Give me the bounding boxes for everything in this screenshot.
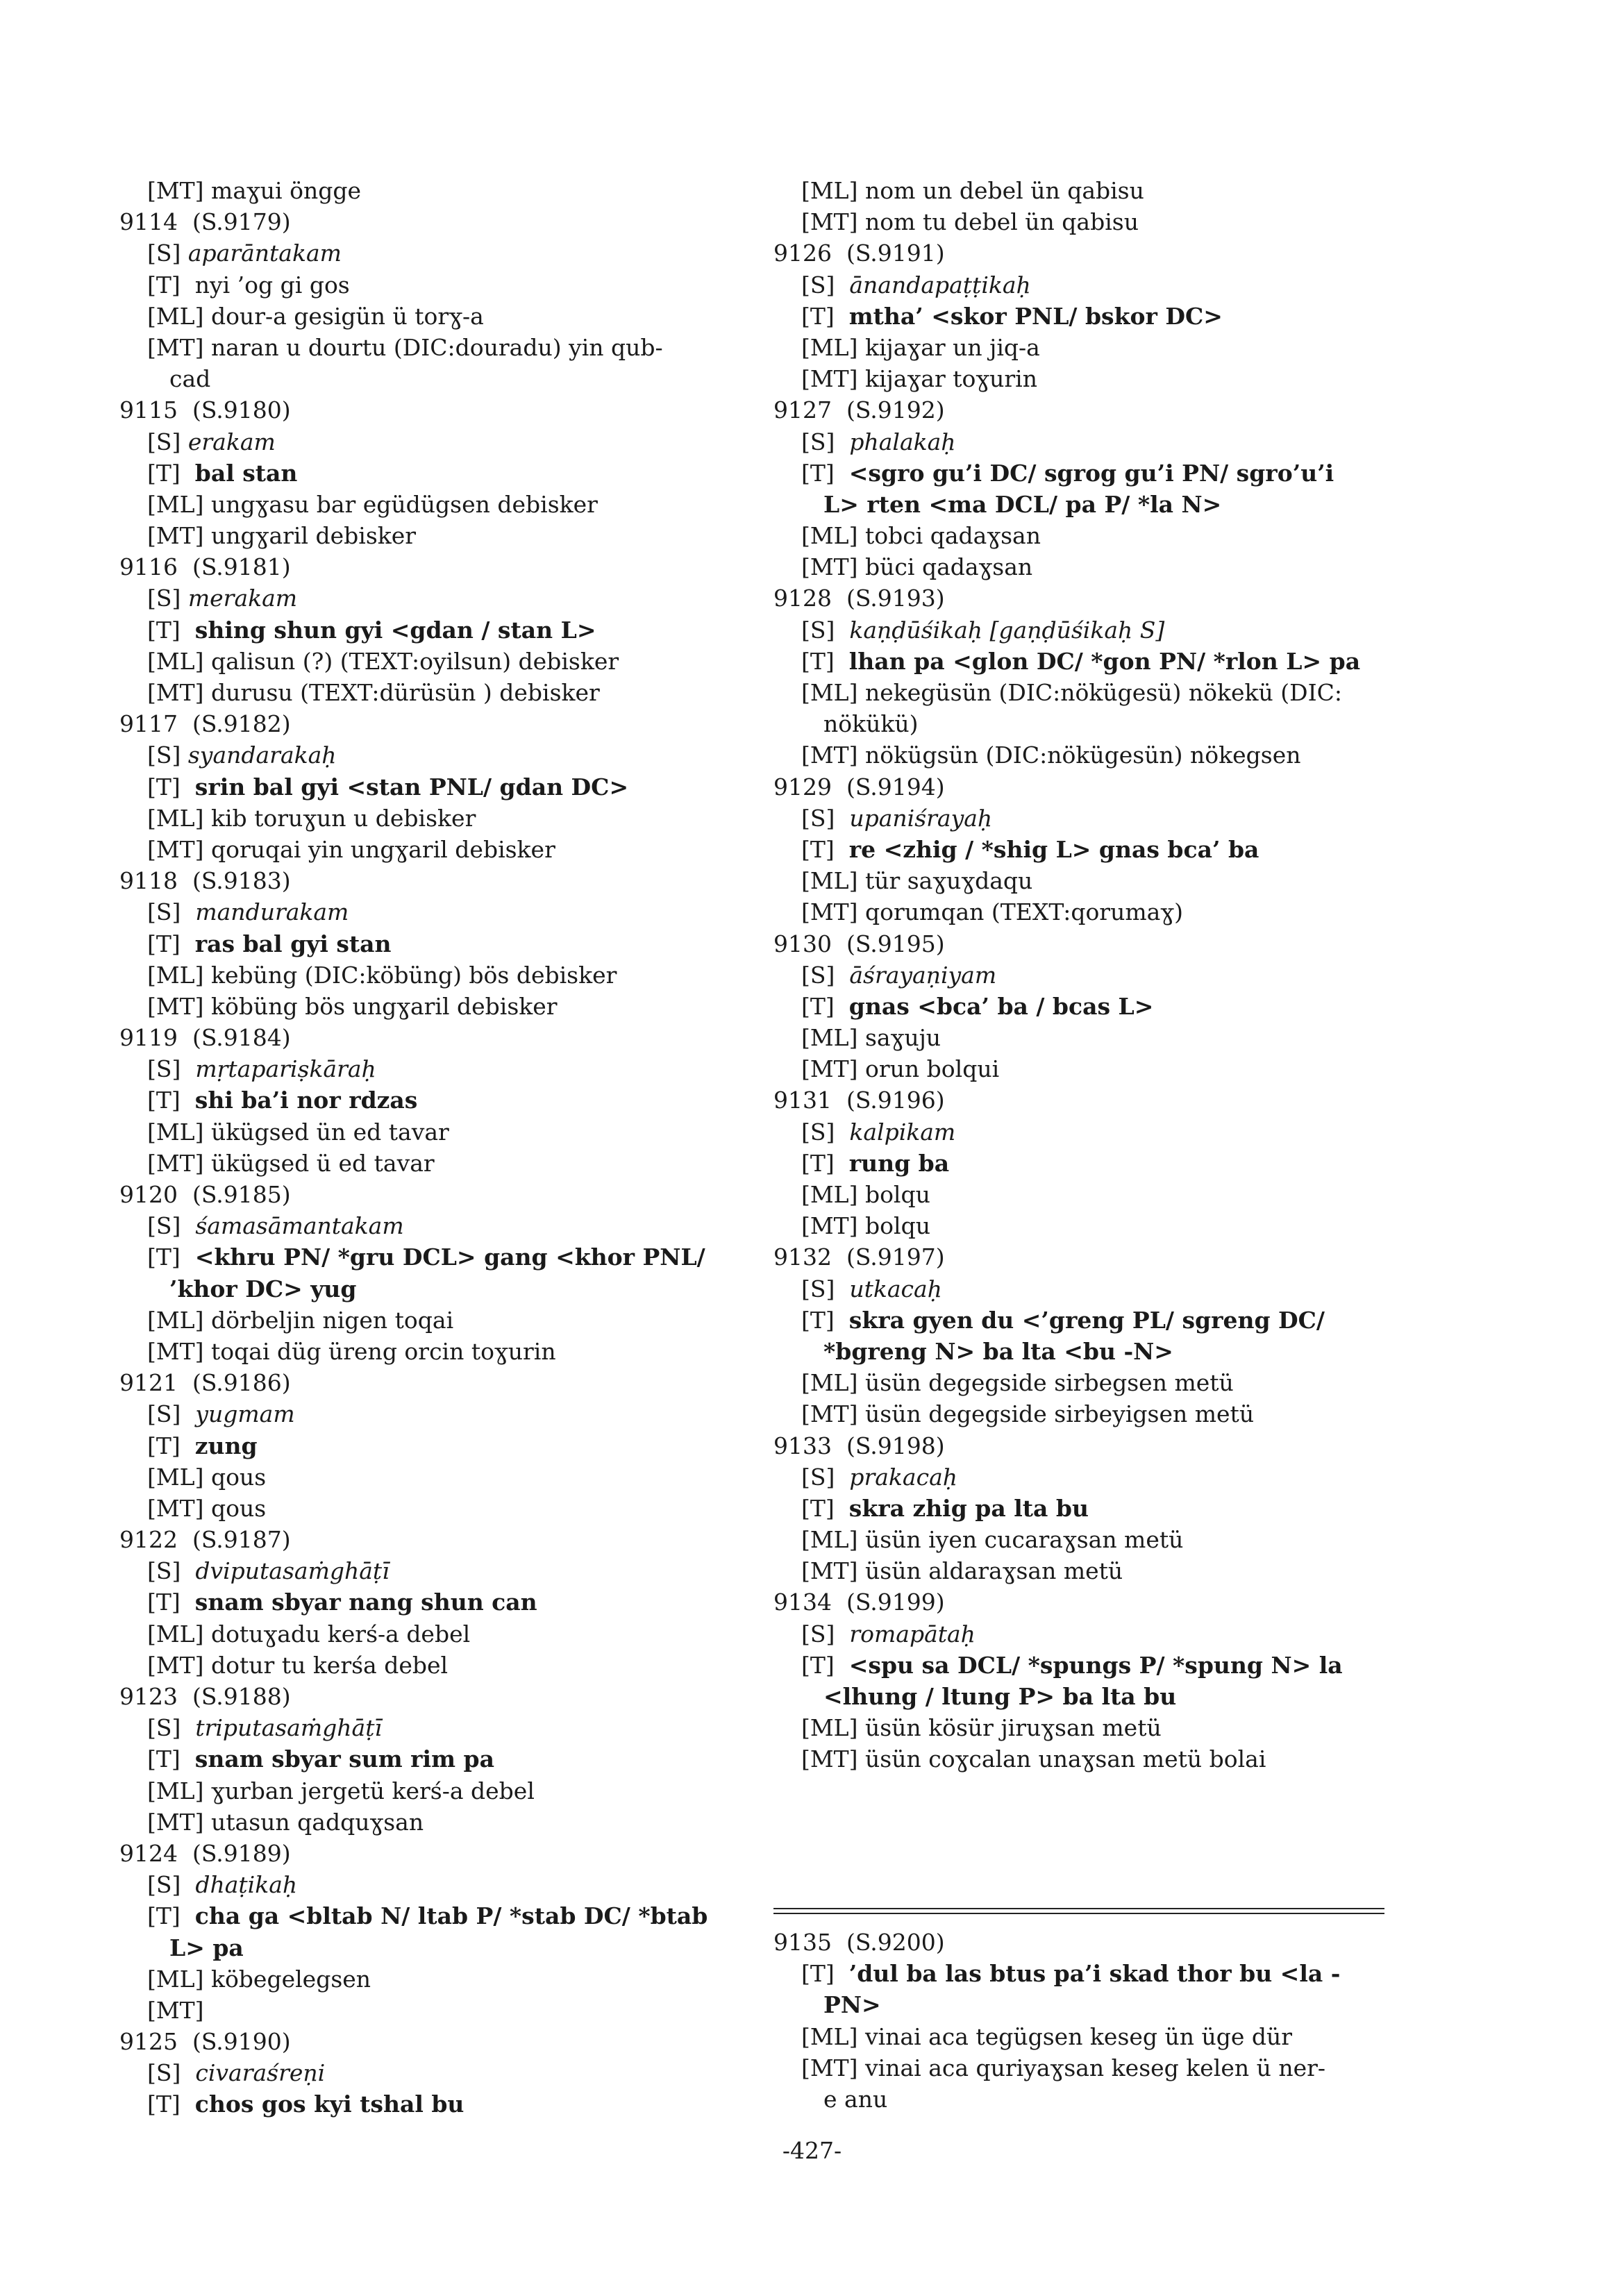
entry-number: 9128 (S.9193) [773, 585, 945, 612]
entry-line: [ML] vinai aca tegügsen keseg ün üge dür [801, 2022, 1293, 2050]
entry-line: [T] ’dul ba las btus pa’i skad thor bu <la - [801, 1960, 1341, 1988]
entry-line: [ML] kib toruɣun u debisker [147, 804, 476, 832]
entry-line: [T] shing shun gyi <gdan / stan L> [147, 616, 596, 644]
entry-continuation: <lhung / ltung P> ba lta bu [823, 1683, 1177, 1710]
entry-number: 9114 (S.9179) [119, 208, 291, 236]
entry-line: [T] mtha’ <skor PNL/ bskor DC> [801, 302, 1223, 330]
page-number: -427- [782, 2137, 842, 2164]
entry-line: [T] <khru PN/ *gru DCL> gang <khor PNL/ [147, 1243, 705, 1271]
entry-line: [MT] nökügsün (DIC:nökügesün) nökegsen [801, 741, 1301, 769]
entry-number: 9119 (S.9184) [119, 1024, 291, 1052]
entry-number: 9134 (S.9199) [773, 1589, 945, 1616]
entry-number: 9132 (S.9197) [773, 1243, 945, 1271]
entry-number: 9115 (S.9180) [119, 396, 291, 424]
entry-line: [MT] kijaɣar toɣurin [801, 365, 1037, 393]
entry-line: [ML] ükügsed ün ed tavar [147, 1118, 449, 1146]
entry-line: [ML] ungɣasu bar egüdügsen debisker [147, 490, 598, 518]
entry-number: 9133 (S.9198) [773, 1432, 945, 1459]
entry-line: [T] skra zhig pa lta bu [801, 1494, 1089, 1522]
entry-number: 9116 (S.9181) [119, 553, 291, 581]
entry-line: [T] gnas <bca’ ba / bcas L> [801, 992, 1154, 1020]
entry-line: [ML] üsün kösür jiruɣsan metü [801, 1714, 1162, 1742]
entry-line: [T] zung [147, 1432, 258, 1459]
entry-line: [ML] saɣuju [801, 1024, 941, 1052]
entry-number: 9118 (S.9183) [119, 867, 291, 895]
entry-line: [MT] köbüng bös ungɣaril debisker [147, 992, 558, 1020]
entry-line: [S] upaniśrayaḥ [801, 804, 993, 832]
entry-line: [MT] dotur tu kerśa debel [147, 1651, 449, 1679]
entry-line: [T] skra gyen du <’greng PL/ sgreng DC/ [801, 1306, 1325, 1334]
left-column [119, 175, 744, 2120]
entry-line: [MT] durusu (TEXT:dürüsün ) debisker [147, 679, 600, 706]
entry-line: [S] ānandapaṭṭikaḥ [801, 271, 1031, 299]
entry-number: 9120 (S.9185) [119, 1181, 291, 1208]
entry-continuation: L> rten <ma DCL/ pa P/ *la N> [823, 490, 1222, 518]
entry-line: [ML] bolqu [801, 1181, 930, 1208]
entry-line: [T] <sgro gu’i DC/ sgrog gu’i PN/ sgro’u’i [801, 459, 1334, 487]
entry-line: [S] phalakaḥ [801, 428, 956, 455]
entry-line: [ML] qous [147, 1463, 267, 1491]
entry-line: [S] civaraśreṇi [147, 2059, 326, 2087]
entry-continuation: L> pa [169, 1934, 244, 1961]
entry-line: [T] ras bal gyi stan [147, 930, 392, 957]
entry-line: [ML] nom un debel ün qabisu [801, 177, 1144, 204]
entry-continuation: ’khor DC> yug [169, 1275, 357, 1302]
entry-line: [MT] ungɣaril debisker [147, 522, 417, 550]
entry-line: [MT] qoruqai yin ungɣaril debisker [147, 835, 555, 863]
entry-line: [T] cha ga <bltab N/ ltab P/ *stab DC/ *btab [147, 1902, 708, 1930]
entry-line: [T] re <zhig / *shig L> gnas bca’ ba [801, 835, 1259, 863]
entry-continuation: *bgreng N> ba lta <bu -N> [823, 1337, 1173, 1365]
entry-line: [MT] utasun qadquɣsan [147, 1808, 424, 1836]
entry-line: [T] srin bal gyi <stan PNL/ gdan DC> [147, 773, 629, 801]
entry-line: [MT] büci qadaɣsan [801, 553, 1033, 581]
entry-line: [MT] naran u dourtu (DIC:douradu) yin qub- [147, 333, 663, 361]
entry-line: [ML] kebüng (DIC:köbüng) bös debisker [147, 961, 617, 989]
entry-number: 9129 (S.9194) [773, 773, 945, 801]
entry-line: [S] mandurakam [147, 898, 349, 926]
entry-number: 9126 (S.9191) [773, 240, 945, 267]
entry-line: [MT] [147, 1996, 204, 2024]
entry-line: [ML] ɣurban jergetü kerś-a debel [147, 1777, 535, 1804]
entry-line: [ML] üsün iyen cucaraɣsan metü [801, 1526, 1184, 1554]
entry-line: [S] yugmam [147, 1400, 295, 1428]
entry-line: [S] erakam [147, 428, 276, 455]
entry-line: [S] āśrayaṇiyam [801, 961, 997, 989]
entry-line: [T] chos gos kyi tshal bu [147, 2090, 464, 2118]
entry-line: [ML] tür saɣuɣdaqu [801, 867, 1033, 895]
entry-line: [S] dhaṭikaḥ [147, 1871, 298, 1899]
entry-line: [S] aparāntakam [147, 240, 342, 267]
entry-line: [ML] kijaɣar un jiq-a [801, 333, 1040, 361]
entry-line: [MT] üsün aldaraɣsan metü [801, 1557, 1123, 1585]
entry-line: [ML] üsün degegside sirbegsen metü [801, 1369, 1234, 1397]
entry-continuation: e anu [823, 2085, 888, 2113]
entry-line: [S] utkacaḥ [801, 1275, 942, 1302]
entry-number: 9130 (S.9195) [773, 930, 945, 957]
entry-continuation: cad [169, 365, 211, 393]
entry-line: [S] romapātaḥ [801, 1620, 976, 1648]
entry-number: 9121 (S.9186) [119, 1369, 291, 1397]
entry-line: [MT] qorumqan (TEXT:qorumaɣ) [801, 898, 1183, 926]
entry-number: 9122 (S.9187) [119, 1526, 291, 1554]
entry-number: 9125 (S.9190) [119, 2028, 291, 2056]
entry-line: [T] snam sbyar nang shun can [147, 1589, 537, 1616]
entry-number: 9123 (S.9188) [119, 1683, 291, 1710]
entry-number: 9135 (S.9200) [773, 1929, 945, 1956]
entry-line: [S] dviputasaṁghāṭī [147, 1557, 390, 1585]
entry-line: [ML] nekegüsün (DIC:nökügesü) nökekü (DIC: [801, 679, 1342, 706]
entry-line: [MT] bolqu [801, 1212, 930, 1240]
entry-line: [ML] tobci qadaɣsan [801, 522, 1041, 550]
entry-line: [MT] üsün degegside sirbeyigsen metü [801, 1400, 1255, 1428]
entry-line: [T] shi ba’i nor rdzas [147, 1087, 418, 1114]
entry-line: [S] śamasāmantakam [147, 1212, 404, 1240]
entry-line: [MT] vinai aca quriyaɣsan keseg kelen ü ner- [801, 2054, 1326, 2081]
entry-continuation: PN> [823, 1991, 881, 2019]
entry-line: [S] kalpikam [801, 1118, 956, 1146]
entry-number: 9117 (S.9182) [119, 710, 291, 738]
entry-number: 9127 (S.9192) [773, 396, 945, 424]
entry-number: 9124 (S.9189) [119, 1839, 291, 1867]
entry-line: [MT] toqai düg üreng orcin toɣurin [147, 1337, 556, 1365]
section-divider [773, 1908, 1384, 1914]
entry-number: 9131 (S.9196) [773, 1087, 945, 1114]
bottom-right-section [773, 1927, 1398, 2115]
entry-line: [MT] nom tu debel ün qabisu [801, 208, 1139, 236]
entry-continuation: nökükü) [823, 710, 919, 738]
entry-line: [MT] ükügsed ü ed tavar [147, 1149, 435, 1177]
entry-line: [MT] üsün coɣcalan unaɣsan metü bolai [801, 1745, 1266, 1773]
entry-line: [S] kaṇḍūśikaḥ [gaṇḍūśikaḥ S] [801, 616, 1165, 644]
entry-line: [T] nyi ’og gi gos [147, 271, 350, 299]
entry-line: [ML] dörbeljin nigen toqai [147, 1306, 454, 1334]
entry-line: [S] merakam [147, 585, 298, 612]
entry-line: [S] prakacaḥ [801, 1463, 957, 1491]
entry-line: [MT] maɣui öngge [147, 177, 361, 204]
entry-line: [T] lhan pa <glon DC/ *gon PN/ *rlon L> pa [801, 647, 1361, 675]
entry-line: [S] triputasaṁghāṭī [147, 1714, 383, 1742]
entry-line: [ML] dour-a gesigün ü torɣ-a [147, 302, 484, 330]
entry-line: [MT] orun bolqui [801, 1055, 1000, 1083]
entry-line: [T] snam sbyar sum rim pa [147, 1745, 494, 1773]
entry-line: [T] <spu sa DCL/ *spungs P/ *spung N> la [801, 1651, 1343, 1679]
entry-line: [S] mṛtapariṣkāraḥ [147, 1055, 376, 1083]
entry-line: [ML] dotuɣadu kerś-a debel [147, 1620, 471, 1648]
entry-line: [T] bal stan [147, 459, 298, 487]
entry-line: [MT] qous [147, 1494, 267, 1522]
entry-line: [T] rung ba [801, 1149, 950, 1177]
entry-line: [ML] qalisun (?) (TEXT:oyilsun) debisker [147, 647, 619, 675]
entry-line: [ML] köbegelegsen [147, 1965, 371, 1993]
right-column [773, 175, 1398, 1775]
entry-line: [S] syandarakaḥ [147, 741, 337, 769]
